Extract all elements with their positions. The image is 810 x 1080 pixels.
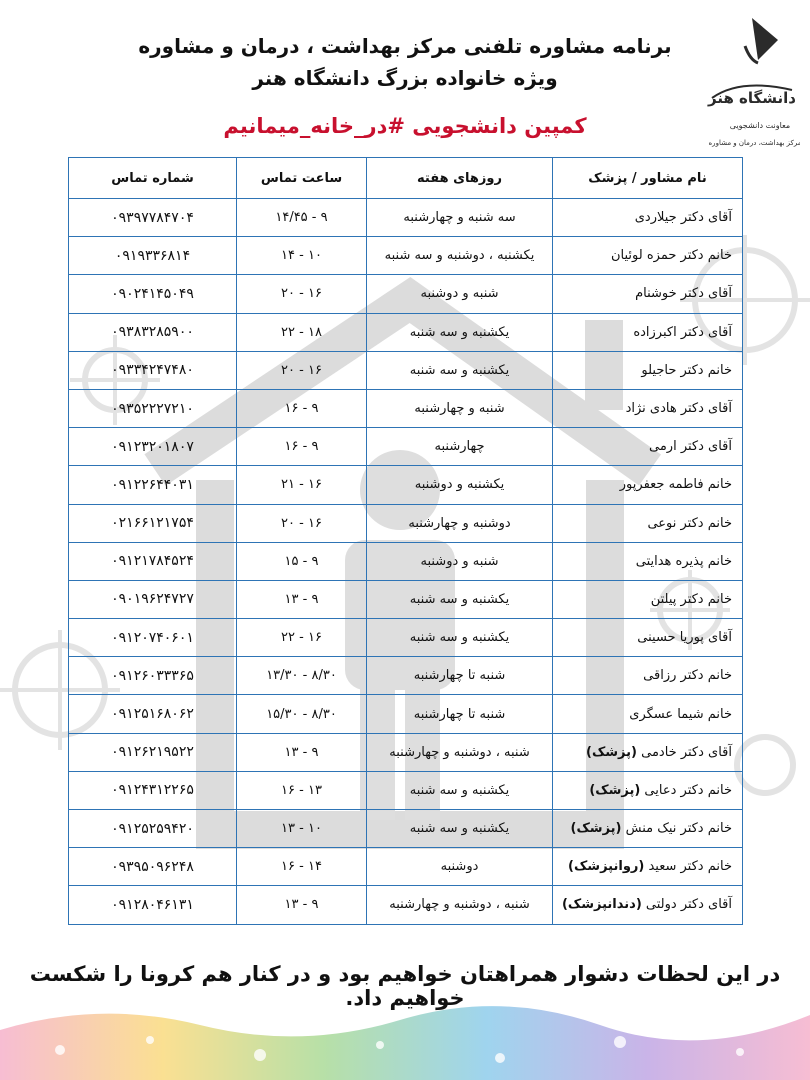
days-cell: شنبه ، دوشنبه و چهارشنبه [367,886,553,924]
phone-cell: ۰۹۱۲۵۱۶۸۰۶۲ [69,695,237,733]
table-row [69,237,743,275]
doctor-name [553,389,743,427]
doctor-name-text: آقای دکتر خادمی [641,744,732,760]
doctor-name-text: خانم دکتر حاجیلو [641,362,732,378]
phone-cell: ۰۹۰۱۹۶۲۴۷۲۷ [69,580,237,618]
time-cell: ۹ - ۱۶ [237,428,367,466]
header [0,30,810,94]
doctor-name [553,619,743,657]
days-cell: شنبه تا چهارشنبه [367,695,553,733]
doctor-name [553,733,743,771]
doctor-specialty: (پزشک) [586,744,637,760]
doctor-name-text: خانم دکتر پیلتن [650,591,732,607]
logo-line2: مرکز بهداشت، درمان و مشاوره [708,139,800,147]
schedule-table-wrap [68,157,742,925]
doctor-name [553,504,743,542]
doctor-name-text: خانم دکتر حمزه لوئیان [611,248,732,264]
table-row [69,275,743,313]
logo-name: دانشگاه هنر [707,89,797,107]
phone-cell: ۰۹۱۲۸۰۴۶۱۳۱ [69,886,237,924]
doctor-name-text: خانم شیما عسگری [629,706,732,722]
phone-cell: ۰۹۳۵۲۲۲۷۲۱۰ [69,389,237,427]
table-row [69,351,743,389]
doctor-name-text: آقای دکتر اکبرزاده [633,324,732,340]
table-row [69,657,743,695]
time-cell: ۸/۳۰ - ۱۳/۳۰ [237,657,367,695]
phone-cell: ۰۹۱۲۰۷۴۰۶۰۱ [69,619,237,657]
phone-cell: ۰۹۱۲۵۲۵۹۴۲۰ [69,810,237,848]
time-cell: ۱۸ - ۲۲ [237,313,367,351]
days-cell: چهارشنبه [367,428,553,466]
doctor-name [553,810,743,848]
time-cell: ۱۶ - ۲۱ [237,466,367,504]
phone-cell: ۰۹۱۲۶۰۳۳۳۶۵ [69,657,237,695]
days-cell: یکشنبه و دوشنبه [367,466,553,504]
doctor-name-text: آقای دکتر خوشنام [635,286,732,302]
doctor-name [553,580,743,618]
page-title: برنامه مشاوره تلفنی مرکز بهداشت ، درمان و مشاوره [138,34,672,58]
table-row [69,199,743,237]
days-cell: شنبه و دوشنبه [367,542,553,580]
doctor-name-text: خانم دکتر نوعی [647,515,732,531]
doctor-specialty: (پزشک) [570,821,622,837]
table-row [69,771,743,809]
doctor-name-text: آقای دکتر هادی نژاد [625,401,732,417]
days-cell: دوشنبه [367,848,553,886]
doctor-name [553,351,743,389]
doctor-specialty: (دندانپزشک) [561,897,642,913]
time-cell: ۸/۳۰ - ۱۵/۳۰ [237,695,367,733]
phone-cell: ۰۹۳۹۵۰۹۶۲۴۸ [69,848,237,886]
days-cell: یکشنبه و سه شنبه [367,771,553,809]
time-cell: ۹ - ۱۵ [237,542,367,580]
doctor-name [553,771,743,809]
doctor-name-text: آقای دکتر جیلاردی [634,210,732,226]
days-cell: دوشنبه و چهارشنبه [367,504,553,542]
days-cell: شنبه و چهارشنبه [367,389,553,427]
table-row [69,848,743,886]
days-cell: شنبه تا چهارشنبه [367,657,553,695]
time-cell: ۱۰ - ۱۴ [237,237,367,275]
header-time: ساعت تماس [237,158,367,199]
phone-cell: ۰۹۱۲۲۶۴۴۰۳۱ [69,466,237,504]
table-row [69,389,743,427]
table-row [69,810,743,848]
days-cell: شنبه ، دوشنبه و چهارشنبه [367,733,553,771]
logo-line1: معاونت دانشجویی [729,121,791,130]
table-row [69,542,743,580]
time-cell: ۱۶ - ۲۰ [237,275,367,313]
table-row [69,504,743,542]
table-row [69,886,743,924]
phone-cell: ۰۹۳۸۳۲۸۵۹۰۰ [69,313,237,351]
days-cell: سه شنبه و چهارشنبه [367,199,553,237]
doctor-name-text: آقای دکتر ارمی [649,439,732,455]
doctor-name-text: آقای پوریا حسینی [637,630,732,646]
footer-message: در این لحظات دشوار همراهتان خواهیم بود و در کنار هم کرونا را شکست خواهیم داد. [29,962,781,1010]
days-cell: یکشنبه و سه شنبه [367,351,553,389]
table-row [69,428,743,466]
table-row [69,619,743,657]
time-cell: ۱۶ - ۲۰ [237,504,367,542]
doctor-name [553,848,743,886]
time-cell: ۱۰ - ۱۳ [237,810,367,848]
doctor-name [553,886,743,924]
doctor-name [553,657,743,695]
time-cell: ۱۳ - ۱۶ [237,771,367,809]
phone-cell: ۰۲۱۶۶۱۲۱۷۵۴ [69,504,237,542]
phone-cell: ۰۹۱۲۴۳۱۲۲۶۵ [69,771,237,809]
days-cell: یکشنبه و سه شنبه [367,580,553,618]
header-days: روزهای هفته [367,158,553,199]
doctor-name [553,275,743,313]
time-cell: ۱۶ - ۲۲ [237,619,367,657]
table-row [69,466,743,504]
table-header-row [69,158,743,199]
doctor-name-text: خانم دکتر رزاقی [643,668,732,684]
days-cell: یکشنبه ، دوشنبه و سه شنبه [367,237,553,275]
days-cell: شنبه و دوشنبه [367,275,553,313]
network-splash-decoration [0,1000,810,1080]
table-body [69,199,743,925]
doctor-name [553,542,743,580]
phone-cell: ۰۹۰۲۴۱۴۵۰۴۹ [69,275,237,313]
time-cell: ۹ - ۱۳ [237,580,367,618]
phone-cell: ۰۹۳۹۷۷۸۴۷۰۴ [69,199,237,237]
table-row [69,695,743,733]
days-cell: یکشنبه و سه شنبه [367,313,553,351]
doctor-name-text: خانم دکتر نیک منش [625,821,732,837]
doctor-specialty: (پزشک) [589,782,641,798]
schedule-table [68,157,743,925]
time-cell: ۹ - ۱۳ [237,733,367,771]
doctor-name [553,466,743,504]
doctor-name-text: خانم دکتر دعایی [644,782,732,798]
time-cell: ۹ - ۱۳ [237,886,367,924]
time-cell: ۹ - ۱۴/۴۵ [237,199,367,237]
header-name: نام مشاور / پزشک [553,158,743,199]
table-row [69,580,743,618]
table-row [69,313,743,351]
phone-cell: ۰۹۱۲۱۷۸۴۵۲۴ [69,542,237,580]
days-cell: یکشنبه و سه شنبه [367,619,553,657]
table-row [69,733,743,771]
time-cell: ۱۴ - ۱۶ [237,848,367,886]
doctor-name-text: خانم فاطمه جعفرپور [619,477,732,493]
doctor-name [553,313,743,351]
phone-cell: ۰۹۱۲۶۲۱۹۵۲۲ [69,733,237,771]
doctor-specialty: (روانپزشک) [568,859,645,875]
doctor-name-text: خانم دکتر سعید [648,859,732,875]
doctor-name [553,428,743,466]
days-cell: یکشنبه و سه شنبه [367,810,553,848]
phone-cell: ۰۹۱۲۳۲۰۱۸۰۷ [69,428,237,466]
phone-cell: ۰۹۱۹۳۳۶۸۱۴ [69,237,237,275]
doctor-name [553,695,743,733]
doctor-name [553,237,743,275]
campaign-title: کمپین دانشجویی #در_خانه_میمانیم [223,114,587,138]
doctor-name-text: آقای دکتر دولتی [645,897,732,913]
doctor-name-text: خانم پذیره هدایتی [635,553,732,569]
time-cell: ۹ - ۱۶ [237,389,367,427]
phone-cell: ۰۹۳۳۴۲۴۷۴۸۰ [69,351,237,389]
time-cell: ۱۶ - ۲۰ [237,351,367,389]
header-phone: شماره تماس [69,158,237,199]
page-subtitle: ویژه خانواده بزرگ دانشگاه هنر [252,66,558,90]
doctor-name [553,199,743,237]
